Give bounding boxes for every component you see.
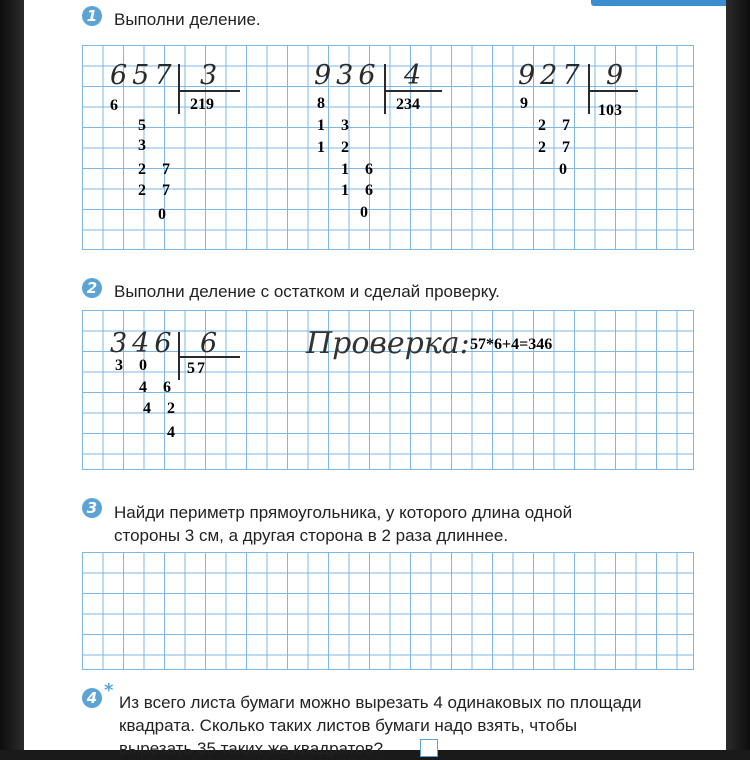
check-answer: 57*6+4=346 [470,336,553,353]
dividend-3: 927 [518,60,585,91]
step: 4 [167,424,175,441]
check-label: Проверка: [306,326,470,361]
task-number-badge: 3 [82,498,102,518]
divisor-3: 9 [606,60,629,91]
step: 3 0 [115,357,153,374]
step: 2 7 [138,161,176,178]
task4-text-line3: вырезать 35 таких же квадратов? [119,739,384,758]
step: 4 6 [139,379,177,396]
task-number-badge: 1 [82,6,102,26]
step: 2 7 [138,182,176,199]
divisor-2: 4 [404,60,427,91]
step: 9 [520,95,528,112]
division-bar [588,64,590,114]
divisor-1: 3 [200,60,223,91]
division-bar [178,64,180,114]
step: 2 7 [538,139,576,156]
answer-box[interactable] [420,739,438,757]
page-edge-left [0,0,24,750]
task-number-badge: 2 [82,278,102,298]
task4-text-line2: квадрата. Сколько таких листов бумаги надо взять, чтобы [119,716,578,735]
task3-grid [82,552,694,670]
page-edge-right [726,0,750,750]
step: 1 6 [341,161,379,178]
step: 0 [360,204,368,221]
step: 0 [559,161,567,178]
step: 8 [317,95,325,112]
quotient-2: 234 [396,96,420,113]
step: 0 [158,206,166,223]
step: 1 2 [317,139,355,156]
top-blue-tab [591,0,741,6]
task2-title: Выполни деление с остатком и сделай проверку. [114,282,500,301]
task-number-badge: 4 [82,688,102,708]
task4-text-line1: Из всего листа бумаги можно вырезать 4 одинаковых по площади [119,693,642,712]
step: 6 [110,97,118,114]
divisor-4: 6 [200,328,223,359]
quotient-3: 103 [598,102,622,119]
task1-title: Выполни деление. [114,10,261,29]
dividend-1: 657 [110,60,177,91]
quotient-1: 219 [190,96,214,113]
task3-text-line1: Найди периметр прямоугольника, у которого длина одной [114,503,573,522]
step: 5 [138,117,146,134]
dividend-2: 936 [314,60,381,91]
step: 4 2 [143,400,181,417]
step: 2 7 [538,117,576,134]
division-bar [384,64,386,114]
step: 3 [138,137,146,154]
step: 1 3 [317,117,355,134]
workbook-page [24,0,726,758]
star-icon: * [104,680,114,701]
dividend-4: 346 [110,328,177,359]
quotient-4: 57 [187,360,207,377]
task3-text-line2: стороны 3 см, а другая сторона в 2 раза длиннее. [114,526,509,545]
step: 1 6 [341,182,379,199]
